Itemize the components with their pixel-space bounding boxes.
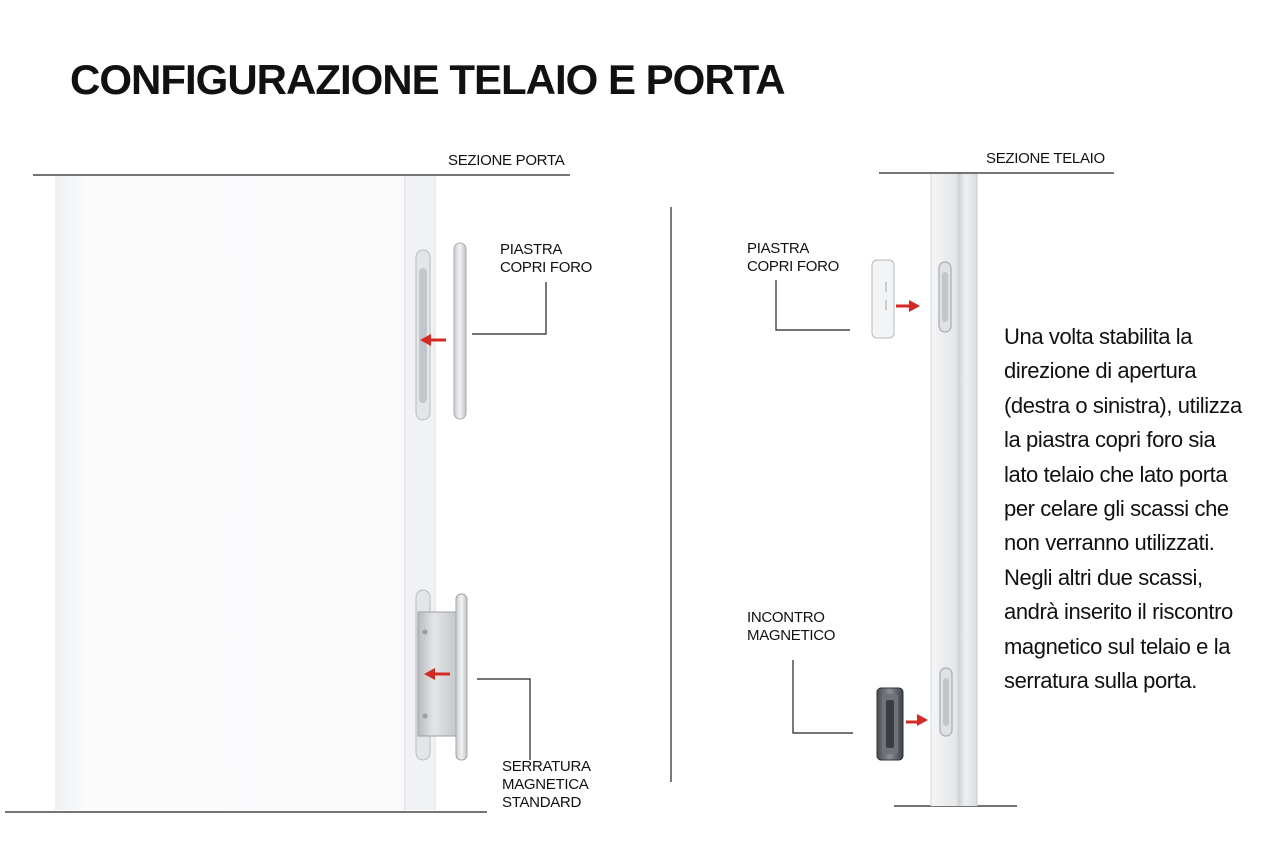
- door-lock-leader: [477, 679, 530, 760]
- magnetic-strike-leader: [793, 660, 853, 733]
- door-lock-label: SERRATURA MAGNETICA STANDARD: [502, 758, 591, 811]
- door-section-heading: SEZIONE PORTA: [448, 152, 565, 169]
- frame-cover-plate-leader: [776, 280, 850, 330]
- door-cover-plate: [454, 243, 466, 419]
- description-paragraph: Una volta stabilita la direzione di apertura (destra o sinistra), utilizza la piastra copri foro sia lato telaio che lato porta per celare gli scassi che non verranno utilizzati. Negli altri due scassi, andrà inserito il riscontro magnetico sul telaio e la serratura sulla porta.: [1004, 324, 1242, 694]
- magnetic-strike-arrow: [906, 714, 928, 726]
- door-panel: [55, 176, 435, 810]
- frame-cover-plate-arrow: [896, 300, 920, 312]
- door-cover-plate-label: PIASTRA COPRI FORO: [500, 241, 593, 276]
- frame-profile: [931, 174, 977, 806]
- frame-section-heading: SEZIONE TELAIO: [986, 150, 1105, 167]
- door-cover-plate-leader: [472, 282, 546, 334]
- page-title: CONFIGURAZIONE TELAIO E PORTA: [70, 56, 785, 103]
- frame-cover-plate: [872, 260, 894, 338]
- magnetic-strike-label: INCONTRO MAGNETICO: [747, 609, 836, 644]
- frame-cover-plate-label: PIASTRA COPRI FORO: [747, 240, 840, 275]
- magnetic-strike: [877, 688, 903, 760]
- door-lock-faceplate: [456, 594, 467, 760]
